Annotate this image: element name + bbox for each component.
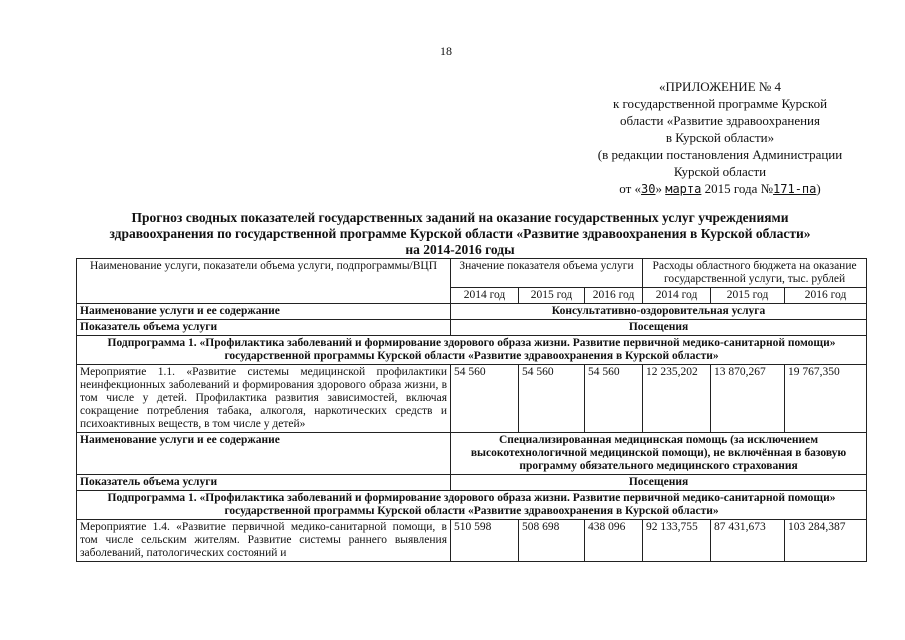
service-name: Консультативно-оздоровительная услуга	[451, 304, 867, 320]
indicator-label: Показатель объема услуги	[77, 320, 451, 336]
appendix-line: «ПРИЛОЖЕНИЕ № 4	[658, 79, 782, 94]
header-volume: Значение показателя объема услуги	[451, 259, 643, 288]
volume-2016: 438 096	[585, 520, 643, 562]
appendix-date-line	[560, 180, 880, 198]
title-line: на 2014-2016 годы	[405, 242, 515, 257]
indicator-value: Посещения	[451, 475, 867, 491]
appendix-header	[560, 78, 880, 198]
indicator-label: Показатель объема услуги	[77, 475, 451, 491]
measure-name: Мероприятие 1.1. «Развитие системы медицинской профилактики неинфекционных заболеваний и формирования здорового образа жизни, в том числе у детей. Профилактика развития зависимостей, включая сокращение потребления табака, алкоголя, наркотических средств и психоактивных веществ, в том числе у детей»	[77, 365, 451, 433]
year-cell: 2015 год	[711, 288, 785, 304]
title-line: Прогноз сводных показателей государственных заданий на оказание государственных услуг учреждениями	[131, 210, 789, 225]
year-cell: 2016 год	[585, 288, 643, 304]
date-sep: »	[655, 181, 666, 196]
header-budget: Расходы областного бюджета на оказание государственной услуги, тыс. рублей	[643, 259, 867, 288]
volume-2015: 508 698	[519, 520, 585, 562]
appendix-line: (в редакции постановления Администрации	[597, 147, 843, 162]
appendix-line: в Курской области»	[665, 130, 775, 145]
header-name: Наименование услуги, показатели объема услуги, подпрограммы/ВЦП	[77, 259, 451, 304]
page-number: 18	[440, 44, 452, 58]
budget-2014: 12 235,202	[643, 365, 711, 433]
volume-2015: 54 560	[519, 365, 585, 433]
indicator-value: Посещения	[451, 320, 867, 336]
appendix-line: к государственной программе Курской	[612, 96, 828, 111]
budget-2016: 19 767,350	[785, 365, 867, 433]
budget-2014: 92 133,755	[643, 520, 711, 562]
year-cell: 2016 год	[785, 288, 867, 304]
volume-2014: 510 598	[451, 520, 519, 562]
date-year: 2015 года №	[701, 181, 774, 196]
date-month: марта	[665, 182, 702, 196]
document-title	[60, 210, 860, 258]
subprogram-row: Подпрограмма 1. «Профилактика заболеваний и формирование здорового образа жизни. Развитие первичной медико-санитарной помощи» государственной программы Курской области «Развитие здравоохранения в Курской области»	[77, 491, 867, 520]
volume-2014: 54 560	[451, 365, 519, 433]
measure-name: Мероприятие 1.4. «Развитие первичной медико-санитарной помощи, в том числе сельским жителям. Развитие системы раннего выявления заболеваний, патологических состояний и	[77, 520, 451, 562]
decree-number: 171-па	[773, 182, 817, 196]
year-cell: 2014 год	[643, 288, 711, 304]
year-cell: 2015 год	[519, 288, 585, 304]
service-label: Наименование услуги и ее содержание	[77, 433, 451, 475]
title-line: здравоохранения по государственной программе Курской области «Развитие здравоохранения в Курской области»	[109, 226, 811, 241]
subprogram-row: Подпрограмма 1. «Профилактика заболеваний и формирование здорового образа жизни. Развитие первичной медико-санитарной помощи» государственной программы Курской области «Развитие здравоохранения в Курской области»	[77, 336, 867, 365]
appendix-line: Курской области	[673, 164, 767, 179]
service-name: Специализированная медицинская помощь (за исключением высокотехнологичной медицинской помощи), не включённая в базовую программу обязательного медицинского страхования	[451, 433, 867, 475]
appendix-line: области «Развитие здравоохранения	[620, 113, 820, 128]
forecast-table	[76, 258, 867, 562]
volume-2016: 54 560	[585, 365, 643, 433]
date-prefix: от «	[619, 181, 642, 196]
date-suffix: )	[816, 181, 821, 196]
service-label: Наименование услуги и ее содержание	[77, 304, 451, 320]
budget-2015: 13 870,267	[711, 365, 785, 433]
year-cell: 2014 год	[451, 288, 519, 304]
budget-2016: 103 284,387	[785, 520, 867, 562]
budget-2015: 87 431,673	[711, 520, 785, 562]
date-day: 30	[641, 182, 656, 196]
